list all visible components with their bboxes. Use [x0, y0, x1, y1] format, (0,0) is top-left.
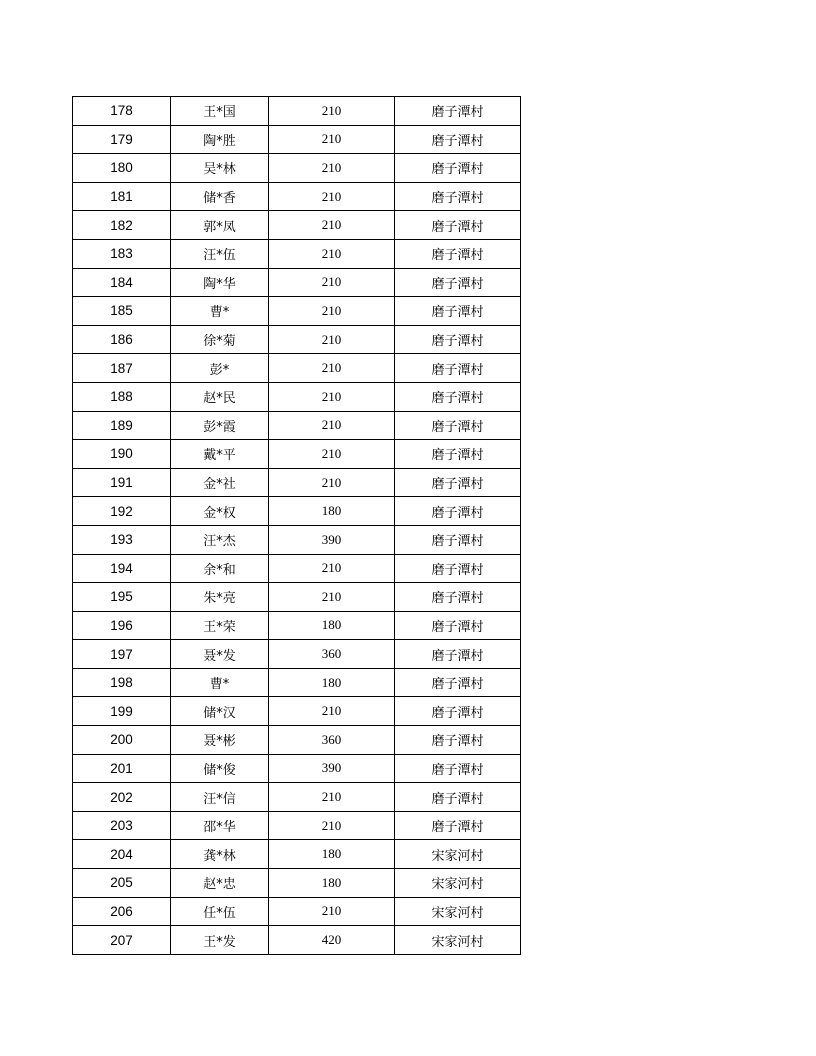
village-cell: 磨子潭村: [395, 554, 521, 583]
row-number-cell: 190: [73, 440, 171, 469]
table-row: [73, 525, 521, 554]
name-cell: 郭*凤: [171, 211, 269, 240]
name-cell: 吴*林: [171, 154, 269, 183]
village-cell: 磨子潭村: [395, 468, 521, 497]
name-cell: 聂*发: [171, 640, 269, 669]
village-cell: 磨子潭村: [395, 440, 521, 469]
amount-cell: 210: [269, 440, 395, 469]
row-number-cell: 199: [73, 697, 171, 726]
name-cell: 朱*亮: [171, 583, 269, 612]
name-cell: 陶*华: [171, 268, 269, 297]
name-cell: 戴*平: [171, 440, 269, 469]
table-row: [73, 297, 521, 326]
amount-cell: 420: [269, 926, 395, 955]
name-cell: 王*荣: [171, 611, 269, 640]
row-number-cell: 193: [73, 525, 171, 554]
name-cell: 储*香: [171, 182, 269, 211]
village-cell: 磨子潭村: [395, 411, 521, 440]
table-row: [73, 869, 521, 898]
name-cell: 赵*民: [171, 382, 269, 411]
village-cell: 磨子潭村: [395, 525, 521, 554]
village-cell: 磨子潭村: [395, 783, 521, 812]
village-cell: 磨子潭村: [395, 325, 521, 354]
village-cell: 磨子潭村: [395, 611, 521, 640]
table-row: [73, 268, 521, 297]
amount-cell: 180: [269, 869, 395, 898]
name-cell: 聂*彬: [171, 726, 269, 755]
row-number-cell: 203: [73, 811, 171, 840]
amount-cell: 210: [269, 697, 395, 726]
village-cell: 磨子潭村: [395, 754, 521, 783]
row-number-cell: 191: [73, 468, 171, 497]
village-cell: 磨子潭村: [395, 125, 521, 154]
amount-cell: 210: [269, 583, 395, 612]
village-cell: 宋家河村: [395, 840, 521, 869]
amount-cell: 210: [269, 297, 395, 326]
row-number-cell: 187: [73, 354, 171, 383]
village-cell: 磨子潭村: [395, 182, 521, 211]
name-cell: 王*发: [171, 926, 269, 955]
name-cell: 邵*华: [171, 811, 269, 840]
amount-cell: 180: [269, 840, 395, 869]
table-row: [73, 611, 521, 640]
table-row: [73, 182, 521, 211]
row-number-cell: 194: [73, 554, 171, 583]
name-cell: 储*汉: [171, 697, 269, 726]
row-number-cell: 185: [73, 297, 171, 326]
table-row: [73, 211, 521, 240]
row-number-cell: 181: [73, 182, 171, 211]
table-row: [73, 554, 521, 583]
name-cell: 曹*: [171, 668, 269, 697]
row-number-cell: 180: [73, 154, 171, 183]
table-row: [73, 125, 521, 154]
amount-cell: 210: [269, 125, 395, 154]
village-cell: 磨子潭村: [395, 154, 521, 183]
row-number-cell: 196: [73, 611, 171, 640]
village-cell: 宋家河村: [395, 897, 521, 926]
amount-cell: 180: [269, 497, 395, 526]
amount-cell: 210: [269, 154, 395, 183]
amount-cell: 210: [269, 268, 395, 297]
amount-cell: 210: [269, 554, 395, 583]
amount-cell: 390: [269, 754, 395, 783]
village-cell: 磨子潭村: [395, 497, 521, 526]
row-number-cell: 207: [73, 926, 171, 955]
village-cell: 宋家河村: [395, 926, 521, 955]
table-row: [73, 840, 521, 869]
table-row: [73, 783, 521, 812]
village-cell: 磨子潭村: [395, 297, 521, 326]
name-cell: 储*俊: [171, 754, 269, 783]
table-row: [73, 411, 521, 440]
village-cell: 磨子潭村: [395, 211, 521, 240]
row-number-cell: 198: [73, 668, 171, 697]
table-row: [73, 697, 521, 726]
table-row: [73, 726, 521, 755]
table-row: [73, 325, 521, 354]
table-row: [73, 382, 521, 411]
document-table-container: [72, 96, 521, 955]
row-number-cell: 202: [73, 783, 171, 812]
name-cell: 汪*信: [171, 783, 269, 812]
table-row: [73, 640, 521, 669]
row-number-cell: 206: [73, 897, 171, 926]
table-row: [73, 154, 521, 183]
village-cell: 磨子潭村: [395, 97, 521, 126]
row-number-cell: 182: [73, 211, 171, 240]
village-cell: 宋家河村: [395, 869, 521, 898]
table-row: [73, 754, 521, 783]
amount-cell: 210: [269, 897, 395, 926]
amount-cell: 210: [269, 811, 395, 840]
table-row: [73, 926, 521, 955]
table-row: [73, 897, 521, 926]
amount-cell: 210: [269, 182, 395, 211]
table-row: [73, 239, 521, 268]
village-cell: 磨子潭村: [395, 668, 521, 697]
table-row: [73, 811, 521, 840]
name-cell: 金*社: [171, 468, 269, 497]
amount-cell: 210: [269, 354, 395, 383]
amount-cell: 360: [269, 726, 395, 755]
name-cell: 龚*林: [171, 840, 269, 869]
amount-cell: 390: [269, 525, 395, 554]
name-cell: 徐*菊: [171, 325, 269, 354]
name-cell: 任*伍: [171, 897, 269, 926]
table-row: [73, 583, 521, 612]
row-number-cell: 178: [73, 97, 171, 126]
village-cell: 磨子潭村: [395, 811, 521, 840]
row-number-cell: 184: [73, 268, 171, 297]
table-body: [73, 97, 521, 955]
subsidy-table: [72, 96, 521, 955]
amount-cell: 180: [269, 611, 395, 640]
amount-cell: 210: [269, 783, 395, 812]
table-row: [73, 668, 521, 697]
table-row: [73, 497, 521, 526]
name-cell: 彭*: [171, 354, 269, 383]
table-row: [73, 468, 521, 497]
table-row: [73, 440, 521, 469]
amount-cell: 180: [269, 668, 395, 697]
name-cell: 金*权: [171, 497, 269, 526]
row-number-cell: 205: [73, 869, 171, 898]
amount-cell: 210: [269, 382, 395, 411]
row-number-cell: 195: [73, 583, 171, 612]
name-cell: 赵*忠: [171, 869, 269, 898]
village-cell: 磨子潭村: [395, 697, 521, 726]
village-cell: 磨子潭村: [395, 382, 521, 411]
village-cell: 磨子潭村: [395, 239, 521, 268]
village-cell: 磨子潭村: [395, 583, 521, 612]
row-number-cell: 204: [73, 840, 171, 869]
name-cell: 汪*杰: [171, 525, 269, 554]
name-cell: 彭*霞: [171, 411, 269, 440]
amount-cell: 210: [269, 239, 395, 268]
row-number-cell: 197: [73, 640, 171, 669]
table-row: [73, 354, 521, 383]
amount-cell: 360: [269, 640, 395, 669]
amount-cell: 210: [269, 325, 395, 354]
name-cell: 陶*胜: [171, 125, 269, 154]
amount-cell: 210: [269, 211, 395, 240]
row-number-cell: 186: [73, 325, 171, 354]
row-number-cell: 179: [73, 125, 171, 154]
table-row: [73, 97, 521, 126]
amount-cell: 210: [269, 468, 395, 497]
name-cell: 曹*: [171, 297, 269, 326]
row-number-cell: 200: [73, 726, 171, 755]
name-cell: 余*和: [171, 554, 269, 583]
row-number-cell: 192: [73, 497, 171, 526]
name-cell: 王*国: [171, 97, 269, 126]
row-number-cell: 183: [73, 239, 171, 268]
village-cell: 磨子潭村: [395, 640, 521, 669]
amount-cell: 210: [269, 97, 395, 126]
village-cell: 磨子潭村: [395, 268, 521, 297]
name-cell: 汪*伍: [171, 239, 269, 268]
village-cell: 磨子潭村: [395, 726, 521, 755]
row-number-cell: 188: [73, 382, 171, 411]
amount-cell: 210: [269, 411, 395, 440]
village-cell: 磨子潭村: [395, 354, 521, 383]
row-number-cell: 201: [73, 754, 171, 783]
row-number-cell: 189: [73, 411, 171, 440]
